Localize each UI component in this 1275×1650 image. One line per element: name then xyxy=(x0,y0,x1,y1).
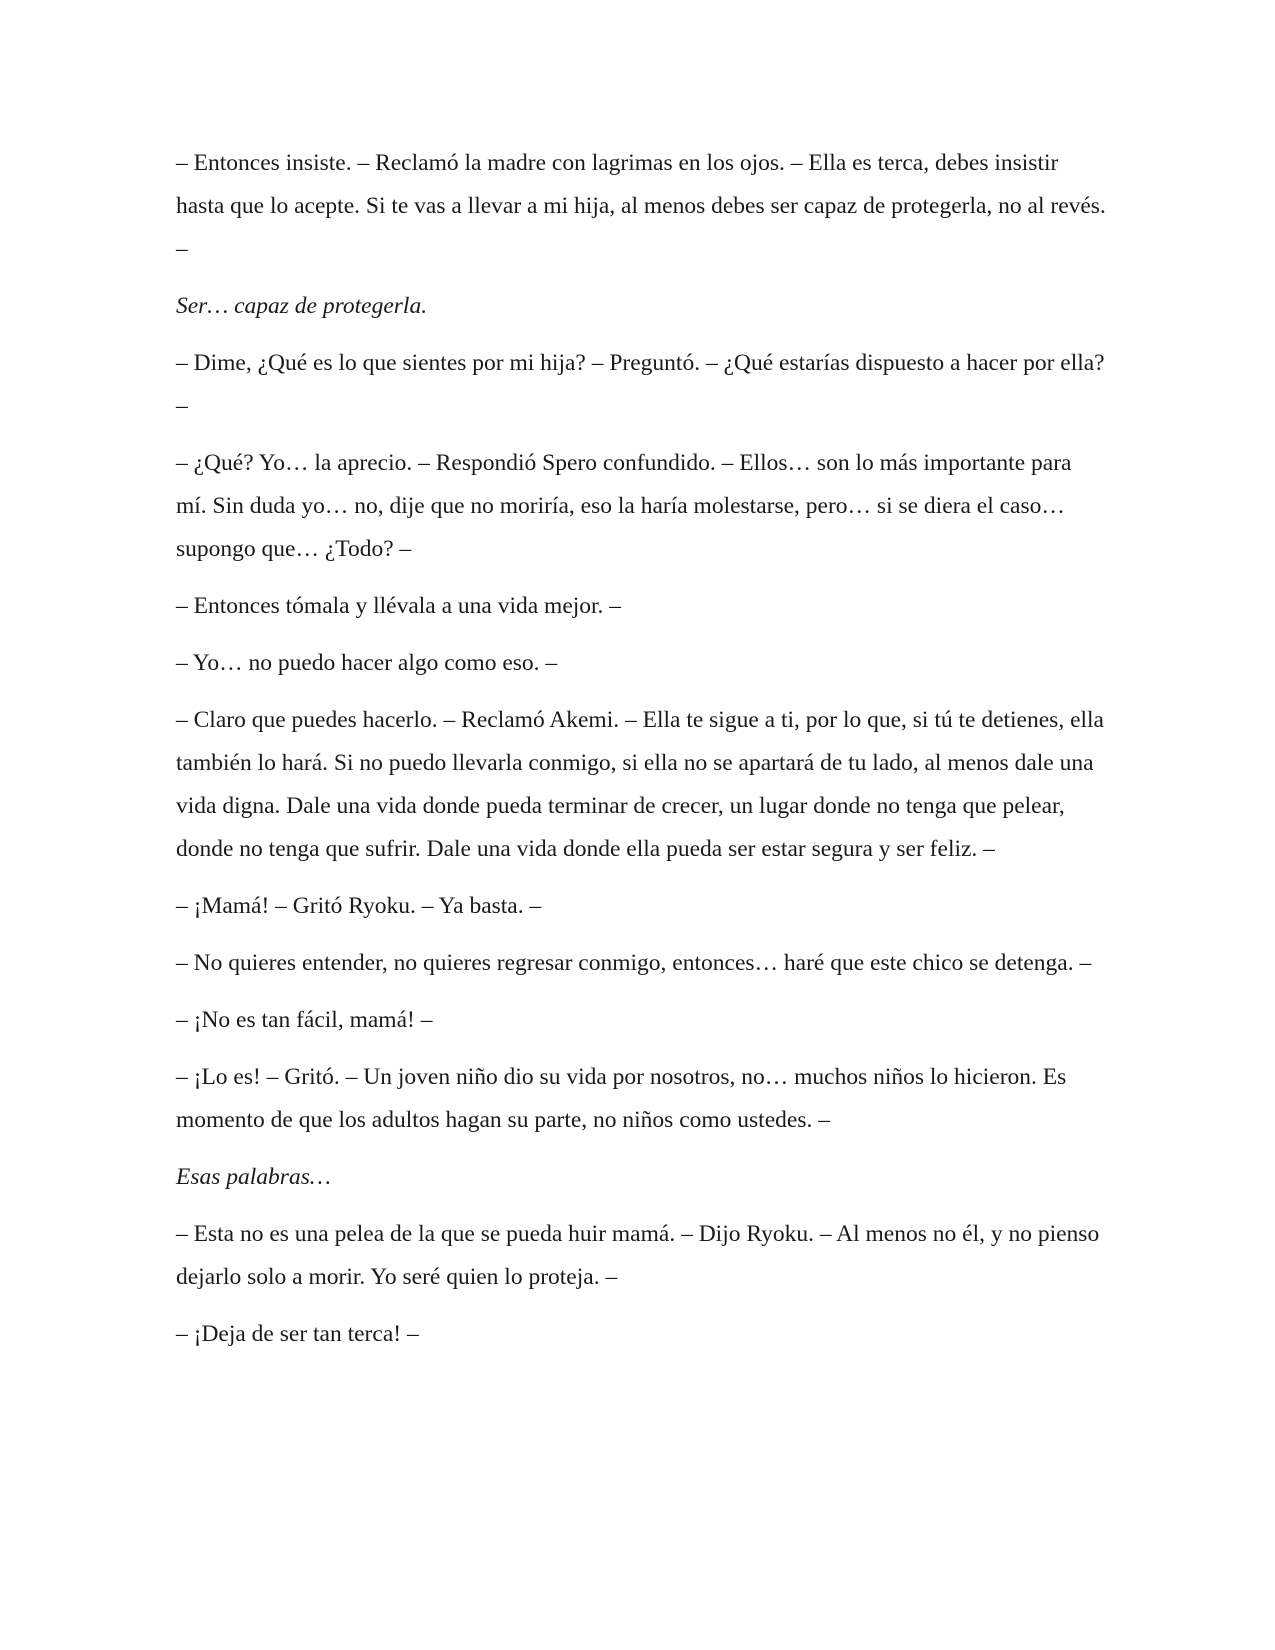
paragraph: – Entonces tómala y llévala a una vida mejor. – xyxy=(176,593,622,619)
paragraph: – Esta no es una pelea de la que se pueda huir mamá. – Dijo Ryoku. – Al menos no él, y no pienso dejarlo solo a morir. Yo seré quien lo proteja. – xyxy=(176,1221,1100,1290)
paragraph: – ¿Qué? Yo… la aprecio. – Respondió Spero confundido. – Ellos… son lo más importante para mí. Sin duda yo… no, dije que no moriría, eso la haría molestarse, pero… si se diera el caso… supongo que… ¿Todo? – xyxy=(176,450,1072,562)
body-text xyxy=(176,142,1107,1356)
paragraph: – Claro que puedes hacerlo. – Reclamó Akemi. – Ella te sigue a ti, por lo que, si tú te detienes, ella también lo hará. Si no puedo llevarla conmigo, si ella no se apartará de tu lado, al menos dale una vida digna. Dale una vida donde pueda terminar de crecer, un lugar donde no tenga que pelear, donde no tenga que sufrir. Dale una vida donde ella pueda ser estar segura y ser feliz. – xyxy=(176,707,1104,862)
paragraph: – ¡Lo es! – Gritó. – Un joven niño dio su vida por nosotros, no… muchos niños lo hicieron. Es momento de que los adultos hagan su parte, no niños como ustedes. – xyxy=(176,1064,1067,1133)
paragraph: – Entonces insiste. – Reclamó la madre con lagrimas en los ojos. – Ella es terca, debes insistir hasta que lo acepte. Si te vas a llevar a mi hija, al menos debes ser capaz de protegerla, no al revés. – xyxy=(176,150,1106,262)
paragraph: – No quieres entender, no quieres regresar conmigo, entonces… haré que este chico se detenga. – xyxy=(176,950,1092,976)
paragraph: – Yo… no puedo hacer algo como eso. – xyxy=(176,650,558,676)
paragraph: – ¡Deja de ser tan terca! – xyxy=(176,1321,419,1347)
italic-paragraph: Esas palabras… xyxy=(176,1164,331,1190)
paragraph: – Dime, ¿Qué es lo que sientes por mi hija? – Preguntó. – ¿Qué estarías dispuesto a hacer por ella? – xyxy=(176,350,1105,419)
paragraph: – ¡Mamá! – Gritó Ryoku. – Ya basta. – xyxy=(176,893,542,919)
paragraph: – ¡No es tan fácil, mamá! – xyxy=(176,1007,433,1033)
italic-paragraph: Ser… capaz de protegerla. xyxy=(176,293,428,319)
